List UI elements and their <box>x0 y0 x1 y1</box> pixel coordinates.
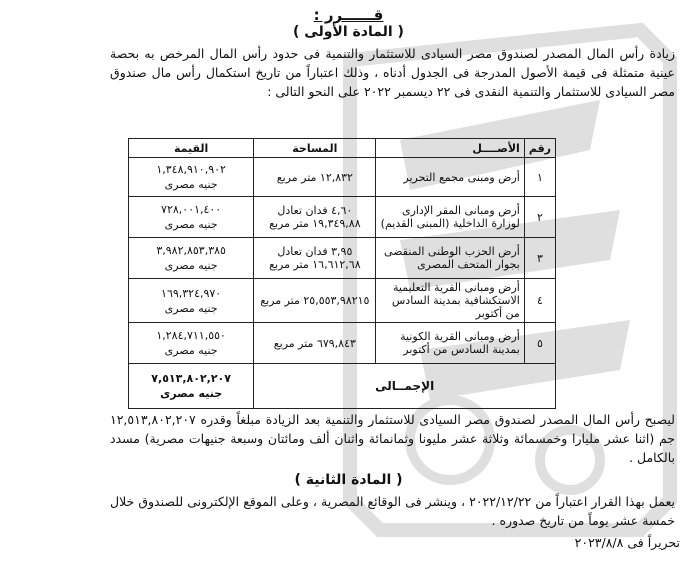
table-row <box>129 158 556 197</box>
row-value-cell <box>129 197 254 238</box>
row-area: ١٢,٨٣٢ متر مربع <box>254 158 376 197</box>
table-header-row <box>129 139 556 158</box>
article-1-intro: زيادة رأس المال المصدر لصندوق مصر السيادى للاستثمار والتنمية فى حدود رأس المال المرخص به بحصة عينية متمثلة فى قيمة الأصول المدرجة فى الجدول أدناه ، وذلك اعتباراً من تاريخ استكمال رأس مال صندوق مصر السيادى للاستثمار والتنمية النقدى فى ٢٢ ديسمبر ٢٠٢٢ على النحو التالى : <box>110 46 675 99</box>
row-value-cell <box>129 279 254 323</box>
row-value-cell <box>129 158 254 197</box>
total-currency: جنيه مصرى <box>160 387 223 400</box>
header-area: المساحة <box>254 139 376 158</box>
row-num: ١ <box>524 158 555 197</box>
article-2-heading: ( المادة الثانية ) <box>294 472 403 488</box>
row-area: ٢٥,٥٥٣,٩٨٢١٥ متر مربع <box>254 279 376 323</box>
row-currency: جنيه مصرى <box>164 178 218 191</box>
row-asset: أرض ومبانى القرية التعليمية الاستكشافية بمدينة السادس من أكتوبر <box>376 279 524 323</box>
table-row <box>129 197 556 238</box>
row-value: ٧٢٨,٠٠١,٤٠٠ <box>161 203 222 216</box>
row-num: ٤ <box>524 279 555 323</box>
row-value-cell <box>129 238 254 279</box>
row-area: ٣,٩٥ فدان تعادل ١٦,٦١٢,٦٨ متر مربع <box>254 238 376 279</box>
header-value: القيمة <box>129 139 254 158</box>
row-currency: جنيه مصرى <box>164 218 218 231</box>
assets-table <box>128 138 556 409</box>
row-value: ١,٢٨٤,٧١١,٥٥٠ <box>156 329 226 342</box>
row-value: ٣,٩٨٢,٨٥٣,٣٨٥ <box>156 244 226 257</box>
row-currency: جنيه مصرى <box>164 301 218 315</box>
total-label: الإجمــالى <box>254 364 556 409</box>
closing-paragraph: ليصبح رأس المال المصدر لصندوق مصر السيادى للاستثمار والتنمية بعد الزيادة مبلغاً وقدره ١٢,٥١٣,٨٠٢,٢٠٧ جم (اثنا عشر مليارا وخمسمائة وثلاثة عشر مليونا وثمانمائة واثنان ألف ومائتان وسبعة جنيهات مصرية) مسدد بالكامل . <box>110 412 675 465</box>
total-value-cell <box>129 364 254 409</box>
row-asset: أرض ومبانى القرية الكونية بمدينة السادس من أكتوبر <box>376 323 524 364</box>
table-row <box>129 279 556 323</box>
row-num: ٥ <box>524 323 555 364</box>
table-row <box>129 323 556 364</box>
row-value: ١,٣٤٨,٩١٠,٩٠٢ <box>156 163 226 176</box>
row-asset: أرض ومبنى مجمع التحرير <box>376 158 524 197</box>
article-2-text: يعمل بهذا القرار اعتباراً من ٢٠٢٢/١٢/٢٢ ، وينشر فى الوقائع المصرية ، وعلى الموقع الإلكترونى للصندوق خلال خمسة عشر يوماً من تاريخ صدوره . <box>110 494 675 528</box>
table-row <box>129 238 556 279</box>
row-asset: أرض الحزب الوطنى المنقضى بجوار المتحف المصرى <box>376 238 524 279</box>
table-total-row <box>129 364 556 409</box>
row-area: ٦٧٩,٨٤٣ متر مربع <box>254 323 376 364</box>
signoff-date: تحريراً فى ٢٠٢٣/٨/٨ <box>574 535 680 550</box>
row-currency: جنيه مصرى <box>164 259 218 272</box>
article-1-heading: ( المادة الأولى ) <box>293 24 404 40</box>
header-num: رقم <box>524 139 555 158</box>
row-asset: أرض ومبانى المقر الإدارى لوزارة الداخلية (المبنى القديم) <box>376 197 524 238</box>
row-value: ١٦٩,٣٢٤,٩٧٠ <box>161 286 222 300</box>
row-num: ٢ <box>524 197 555 238</box>
decision-title: قــــــرر : <box>313 6 384 24</box>
row-num: ٣ <box>524 238 555 279</box>
row-area: ٤,٦٠ فدان تعادل ١٩,٣٤٩,٨٨ متر مربع <box>254 197 376 238</box>
row-value-cell <box>129 323 254 364</box>
header-asset: الأصــــل <box>376 139 524 158</box>
total-value: ٧,٥١٣,٨٠٢,٢٠٧ <box>151 372 231 385</box>
row-currency: جنيه مصرى <box>164 344 218 357</box>
